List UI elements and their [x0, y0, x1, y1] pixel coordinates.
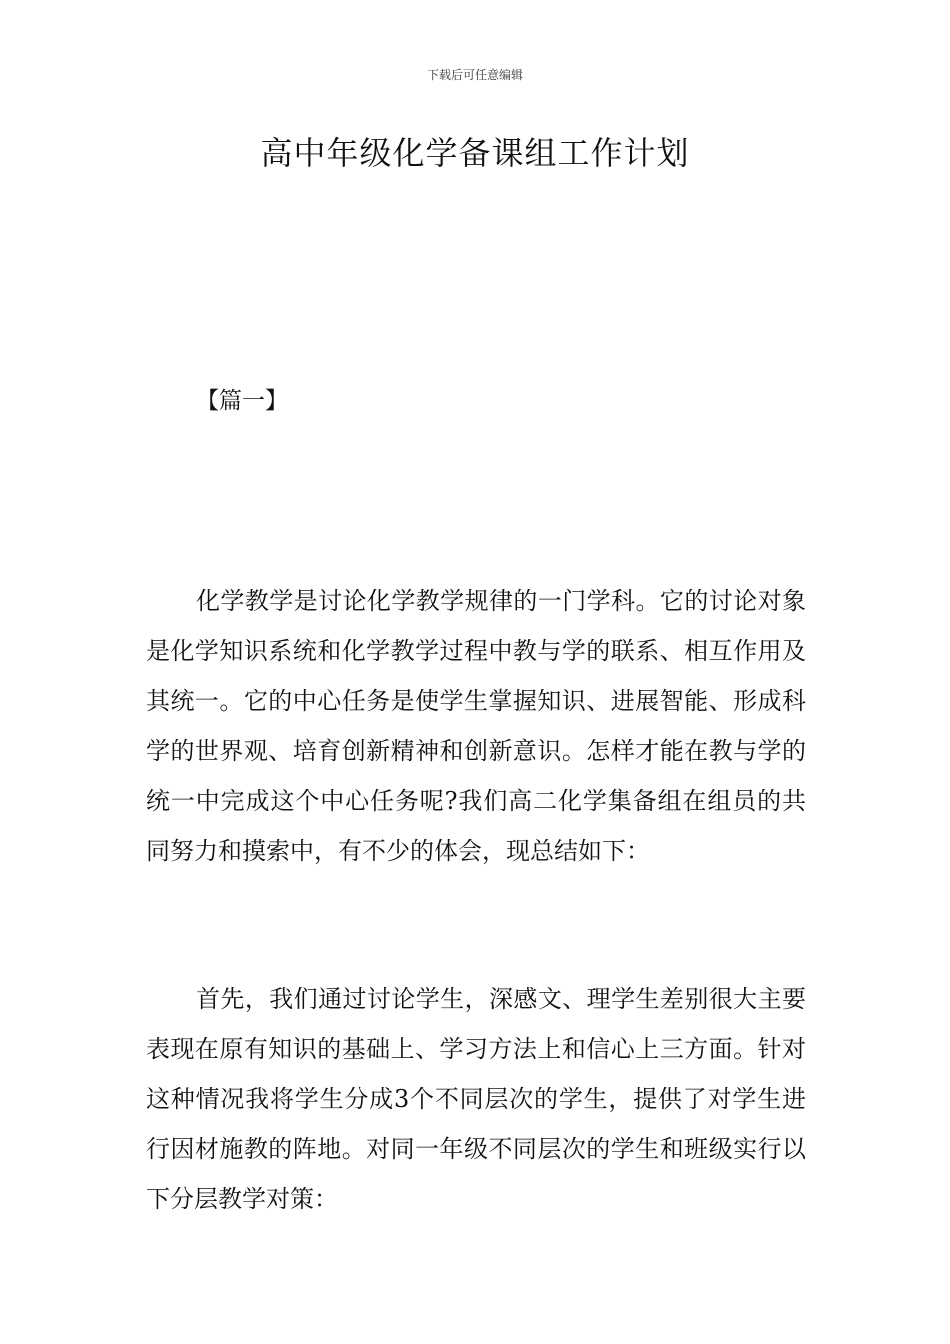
- header-note: 下载后可任意编辑: [426, 68, 523, 82]
- section-label: 【篇一】: [196, 388, 288, 414]
- document-title: 高中年级化学备课组工作计划: [260, 134, 690, 172]
- paragraph-2: 首先，我们通过讨论学生，深感文、理学生差别很大主要表现在原有知识的基础上、学习方法上和信心上三方面。针对这种情况我将学生分成3个不同层次的学生，提供了对学生进行因材施教的阵地。对同一年级不同层次的学生和班级实行以下分层教学对策：: [146, 985, 806, 1213]
- paragraph-1: 化学教学是讨论化学教学规律的一门学科。它的讨论对象是化学知识系统和化学教学过程中教与学的联系、相互作用及其统一。它的中心任务是使学生掌握知识、进展智能、形成科学的世界观、培育创新精神和创新意识。怎样才能在教与学的统一中完成这个中心任务呢?我们高二化学集备组在组员的共同努力和摸索中，有不少的体会，现总结如下：: [146, 587, 806, 865]
